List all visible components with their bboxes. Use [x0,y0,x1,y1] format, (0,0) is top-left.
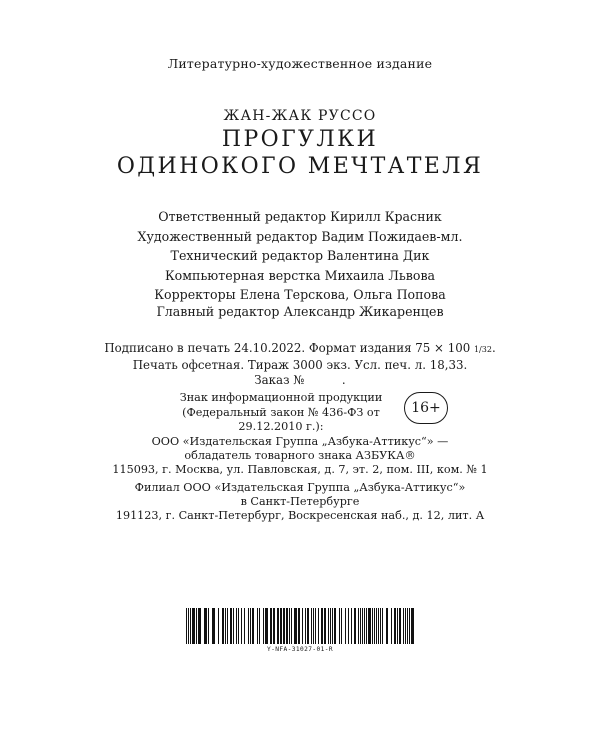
barcode-bar [394,608,396,644]
barcode-bar [236,608,237,644]
barcode-bar [407,608,408,644]
barcode-bar [362,608,363,644]
barcode-bar [204,608,207,644]
barcode-bar [391,608,392,644]
barcode-bar [341,608,342,644]
publisher-branch-line-2: в Санкт-Петербурге [240,495,360,508]
barcode-bar [302,608,303,644]
barcode-bar [358,608,359,644]
chief-editor: Главный редактор Александр Жикаренцев [156,304,444,319]
barcode-bar [280,608,282,644]
book-title [0,126,600,180]
publisher-main-address: 115093, г. Москва, ул. Павловская, д. 7, эт. 2, пом. III, ком. № 1 [112,463,488,476]
barcode-bar [368,608,371,644]
barcode-bar [321,608,323,644]
barcode-bar [328,608,329,644]
barcode-bar [380,608,381,644]
barcode-bar [351,608,352,644]
print-info-line-2: Печать офсетная. Тираж 3000 экз. Усл. печ. л. 18,33. [132,357,468,372]
barcode-bar [192,608,195,644]
publisher-branch-line-1: Филиал ООО «Издательская Группа „Азбука-Аттикус“» [134,481,466,494]
title-line-1: ПРОГУЛКИ [221,127,379,152]
author-name: ЖАН-ЖАК РУССО [223,108,377,124]
barcode-bar [397,608,398,644]
barcode-bar [227,608,228,644]
barcode-bar [411,608,414,644]
barcode-bar [263,608,264,644]
barcode-bar [277,608,279,644]
barcode-bar [241,608,242,644]
barcode-bar [324,608,326,644]
publisher-branch-address: 191123, г. Санкт-Петербург, Воскресенская наб., д. 12, лит. А [115,509,485,522]
barcode-bar [345,608,346,644]
barcode-number: Y-NFA-31027-01-R [266,646,333,653]
barcode-bar [318,608,319,644]
publisher-main-line-1: ООО «Издательская Группа „Азбука-Аттикус“» — [151,435,449,448]
barcode-bar [405,608,406,644]
barcode-bar [188,608,189,644]
genre-label: Литературно-художественное издание [167,56,433,71]
barcode-bar [244,608,245,644]
print-info [0,341,600,389]
barcode-bar [305,608,306,644]
barcode-bar [270,608,272,644]
barcode-bar [330,608,331,644]
print-info-line-1 [0,341,600,358]
barcode-bar [252,608,254,644]
barcode-bar [382,608,383,644]
barcode-bar [250,608,251,644]
barcode-bar [339,608,340,644]
barcode-bar [196,608,197,644]
barcode-bar [403,608,404,644]
publisher-branch [0,481,600,523]
barcode-bar [366,608,367,644]
barcode-bar [225,608,226,644]
barcode-bar [354,608,356,644]
print-info-line-3: Заказ № . [254,373,346,387]
barcode [186,608,414,653]
barcode-bar [307,608,309,644]
barcode-bar [238,608,239,644]
barcode-bar [273,608,275,644]
barcode-bar [376,608,377,644]
barcode-bar [208,608,209,644]
barcode-bar [386,608,388,644]
print-format-fraction: 1/32 [473,345,492,354]
staff-responsible-editor: Ответственный редактор Кирилл Красник [158,209,442,224]
barcode-bar [294,608,297,644]
staff-art-editor: Художественный редактор Вадим Пожидаев-мл. [137,228,463,244]
barcode-bar [259,608,260,644]
staff-proofreaders: Корректоры Елена Терскова, Ольга Попова [154,287,446,302]
barcode-bar [291,608,292,644]
title-line-2: ОДИНОКОГО МЕЧТАТЕЛЯ [116,154,484,179]
barcode-bar [222,608,224,644]
barcode-bar [286,608,288,644]
staff-layout: Компьютерная верстка Михаила Львова [164,267,436,283]
staff-technical-editor: Технический редактор Валентина Дик [170,248,430,263]
barcode-bar [283,608,285,644]
info-sign-line-2: (Федеральный закон № 436-ФЗ от 29.12.2010 г.): [182,405,380,433]
barcode-bar [311,608,312,644]
barcode-bar [218,608,219,644]
barcode-bar [378,608,379,644]
barcode-bar [289,608,290,644]
barcode-bar [399,608,401,644]
barcode-bar [298,608,300,644]
barcode-bar [372,608,373,644]
barcode-bar [257,608,258,644]
publisher-main [0,435,600,477]
barcode-bars [186,608,414,644]
age-rating-badge: 16+ [404,392,448,424]
barcode-bar [315,608,316,644]
barcode-bar [212,608,215,644]
staff-list [0,207,600,305]
barcode-bar [409,608,410,644]
barcode-bar [313,608,314,644]
info-sign-line-1: Знак информационной продукции [179,391,383,404]
barcode-bar [364,608,365,644]
barcode-bar [332,608,333,644]
barcode-bar [198,608,201,644]
barcode-bar [360,608,361,644]
print-format: Подписано в печать 24.10.2022. Формат издания 75 × 100 [104,341,471,355]
barcode-bar [334,608,336,644]
info-sign-text [164,391,398,435]
barcode-bar [374,608,375,644]
print-format-end: . [491,341,496,355]
barcode-bar [233,608,234,644]
barcode-bar [348,608,349,644]
publisher-main-line-2: обладатель товарного знака АЗБУКА® [184,449,416,462]
barcode-bar [248,608,249,644]
barcode-bar [186,608,187,644]
barcode-bar [190,608,191,644]
barcode-bar [265,608,268,644]
barcode-bar [230,608,232,644]
